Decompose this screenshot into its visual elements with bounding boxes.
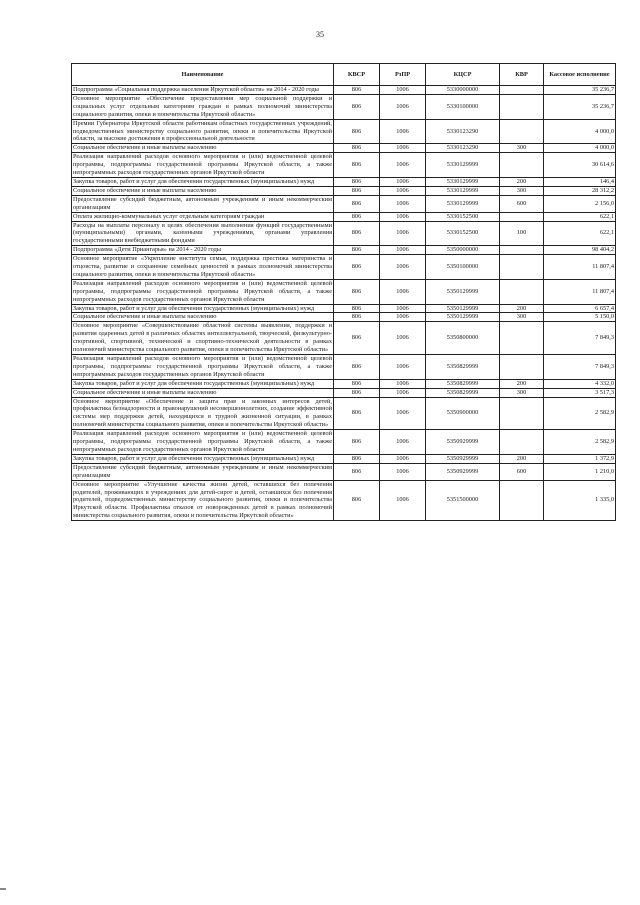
cell-kcsr: 5350929999 <box>426 430 500 455</box>
cell-amount: 7 849,3 <box>544 322 616 355</box>
cell-rzpr: 1006 <box>380 153 426 178</box>
cell-name: Социальное обеспечение и иные выплаты населению <box>72 186 334 195</box>
table-row <box>72 454 616 463</box>
cell-kvsr: 806 <box>334 86 380 95</box>
table-row <box>72 195 616 212</box>
cell-kvsr: 806 <box>334 94 380 119</box>
table-header-row <box>72 64 616 86</box>
cell-rzpr: 1006 <box>380 480 426 521</box>
cell-kvr <box>500 94 544 119</box>
cell-rzpr: 1006 <box>380 430 426 455</box>
cell-amount: 622,1 <box>544 221 616 246</box>
table-row <box>72 322 616 355</box>
cell-kcsr: 5350929999 <box>426 463 500 480</box>
cell-kvr <box>500 430 544 455</box>
cell-rzpr: 1006 <box>380 313 426 322</box>
cell-amount: 2 582,9 <box>544 430 616 455</box>
cell-name: Основное мероприятие «Совершенствование областной системы выявления, поддержки и развития одаренных детей в различных областях интеллектуальной, творческой, физкультурно-спортивной, спортивной, технической и спортивно-технической деятельности в рамках полномочий министерства социального развития, опеки и попечительства Иркутской области» <box>73 322 332 354</box>
cell-rzpr: 1006 <box>380 279 426 304</box>
cell-kcsr: 5330129999 <box>426 195 500 212</box>
cell-kcsr: 5350829999 <box>426 379 500 388</box>
cell-amount: 2 582,9 <box>544 397 616 430</box>
cell-name: Социальное обеспечение и иные выплаты населению <box>72 144 334 153</box>
cell-amount: 4 000,0 <box>544 144 616 153</box>
cell-rzpr: 1006 <box>380 221 426 246</box>
cell-name: Реализация направлений расходов основного мероприятия и (или) ведомственной целевой программы, подпрограммы государственной программы Иркутской области, а также непрограммных расходов государственных органов Иркутской области <box>73 355 332 378</box>
cell-rzpr: 1006 <box>380 397 426 430</box>
cell-kcsr: 5351500000 <box>426 480 500 521</box>
cell-kcsr: 5330129999 <box>426 153 500 178</box>
cell-kvsr: 806 <box>334 463 380 480</box>
cell-name: Реализация направлений расходов основного мероприятия и (или) ведомственной целевой программы, подпрограммы государственной программы Иркутской области, а также непрограммных расходов государственных органов Иркутской области <box>73 430 332 453</box>
table-row <box>72 186 616 195</box>
page-number: 35 <box>316 30 324 39</box>
cell-rzpr: 1006 <box>380 463 426 480</box>
cell-kcsr: 5330000000 <box>426 86 500 95</box>
cell-rzpr: 1006 <box>380 177 426 186</box>
cell-amount: 7 849,3 <box>544 355 616 380</box>
scan-edge-mark <box>0 888 6 890</box>
cell-name: Основное мероприятие «Улучшение качества жизни детей, оставшихся без попечения родителей, проживающих в учреждениях для детей-сирот и детей, оставшихся без попечения родителей, подведомственных министерству социального развития, опеки и попечительства Иркутской области. Профилактика отказов от новорожденных детей в рамках полномочий министерства социального развития, опеки и попечительства Иркутской области» <box>73 480 332 520</box>
cell-rzpr: 1006 <box>380 86 426 95</box>
table-row <box>72 119 616 144</box>
cell-name: Предоставление субсидий бюджетным, автономным учреждениям и иным некоммерческим организациям <box>73 195 332 211</box>
cell-name: Основное мероприятие «Обеспечение предоставления мер социальной поддержки и социальных услуг отдельным категориям граждан в рамках полномочий министерства социального развития, опеки и попечительства Иркутской области» <box>73 94 332 118</box>
cell-kcsr: 5350129999 <box>426 279 500 304</box>
cell-kvr: 600 <box>500 463 544 480</box>
cell-kvsr: 806 <box>334 397 380 430</box>
cell-name: Премии Губернатора Иркутской области работникам областных государственных учреждений, подведомственных министерству социального развития, опеки и попечительства Иркутской области, за высокие достижения в профессиональной деятельности <box>73 119 332 143</box>
cell-rzpr: 1006 <box>380 322 426 355</box>
cell-kvsr: 806 <box>334 454 380 463</box>
cell-name: Реализация направлений расходов основного мероприятия и (или) ведомственной целевой программы, подпрограммы государственной программы Иркутской области, а также непрограммных расходов государственных органов Иркутской области <box>73 279 332 303</box>
table-row <box>72 388 616 397</box>
cell-kcsr: 5330152500 <box>426 212 500 221</box>
cell-amount: 1 210,0 <box>544 463 616 480</box>
header-amount: Кассовое исполнение <box>544 64 616 86</box>
cell-kvr: 300 <box>500 313 544 322</box>
cell-kvsr: 806 <box>334 388 380 397</box>
table-row <box>72 430 616 455</box>
cell-kvr <box>500 212 544 221</box>
cell-kvr: 200 <box>500 379 544 388</box>
cell-rzpr: 1006 <box>380 186 426 195</box>
table-row <box>72 255 616 280</box>
cell-amount: 1 372,9 <box>544 454 616 463</box>
cell-rzpr: 1006 <box>380 255 426 280</box>
cell-kvr <box>500 322 544 355</box>
cell-name: Реализация направлений расходов основного мероприятия и (или) ведомственной целевой программы, подпрограммы государственной программы Иркутской области, а также непрограммных расходов государственных органов Иркутской области <box>73 153 332 177</box>
cell-rzpr: 1006 <box>380 355 426 380</box>
cell-amount: 6 657,4 <box>544 304 616 313</box>
cell-kcsr: 5330129999 <box>426 186 500 195</box>
cell-kvsr: 806 <box>334 212 380 221</box>
cell-kvsr: 806 <box>334 313 380 322</box>
cell-amount: 1 335,0 <box>544 480 616 521</box>
cell-kvsr: 806 <box>334 246 380 255</box>
cell-kvr: 600 <box>500 195 544 212</box>
cell-kvr: 200 <box>500 454 544 463</box>
table-row <box>72 246 616 255</box>
cell-kcsr: 5330100000 <box>426 94 500 119</box>
cell-amount: 146,4 <box>544 177 616 186</box>
cell-rzpr: 1006 <box>380 388 426 397</box>
cell-kvsr: 806 <box>334 279 380 304</box>
cell-name: Социальное обеспечение и иные выплаты населению <box>72 388 334 397</box>
table-row <box>72 313 616 322</box>
cell-kvsr: 806 <box>334 221 380 246</box>
table-row <box>72 355 616 380</box>
cell-kvr <box>500 246 544 255</box>
cell-kvsr: 806 <box>334 379 380 388</box>
cell-kvr <box>500 119 544 144</box>
cell-kcsr: 5350100000 <box>426 255 500 280</box>
cell-amount: 2 156,0 <box>544 195 616 212</box>
cell-amount: 30 614,6 <box>544 153 616 178</box>
cell-kcsr: 5330152500 <box>426 221 500 246</box>
cell-amount: 3 517,3 <box>544 388 616 397</box>
cell-name: Подпрограмма «Социальная поддержка населения Иркутской области» на 2014 - 2020 годы <box>72 86 334 95</box>
cell-rzpr: 1006 <box>380 144 426 153</box>
cell-kvsr: 806 <box>334 119 380 144</box>
table-row <box>72 221 616 246</box>
header-kcsr: КЦСР <box>426 64 500 86</box>
cell-amount: 5 150,0 <box>544 313 616 322</box>
cell-kvr: 100 <box>500 221 544 246</box>
cell-kvsr: 806 <box>334 304 380 313</box>
cell-kvr <box>500 86 544 95</box>
cell-kcsr: 5330123290 <box>426 119 500 144</box>
cell-kvsr: 806 <box>334 355 380 380</box>
cell-kcsr: 5350129999 <box>426 304 500 313</box>
cell-kvr: 200 <box>500 177 544 186</box>
cell-kvr <box>500 355 544 380</box>
table-row <box>72 279 616 304</box>
cell-kvr <box>500 480 544 521</box>
table-row <box>72 153 616 178</box>
cell-amount: 35 236,7 <box>544 94 616 119</box>
cell-name: Основное мероприятие «Укрепление института семьи, поддержка престижа материнства и отцовства, развитие и сохранение семейных ценностей в рамках полномочий министерства социального развития, опеки и попечительства Иркутской области» <box>73 255 332 278</box>
cell-amount: 35 236,7 <box>544 86 616 95</box>
cell-kcsr: 5350900000 <box>426 397 500 430</box>
cell-amount: 4 000,0 <box>544 119 616 144</box>
cell-rzpr: 1006 <box>380 379 426 388</box>
table-row <box>72 94 616 119</box>
table-row <box>72 480 616 521</box>
table-row <box>72 304 616 313</box>
cell-kcsr: 5330129999 <box>426 177 500 186</box>
cell-kvr <box>500 153 544 178</box>
cell-amount: 28 312,2 <box>544 186 616 195</box>
cell-kvr: 300 <box>500 388 544 397</box>
cell-amount: 622,1 <box>544 212 616 221</box>
cell-kvsr: 806 <box>334 186 380 195</box>
cell-kvr: 300 <box>500 144 544 153</box>
cell-rzpr: 1006 <box>380 304 426 313</box>
header-name: Наименование <box>72 64 334 86</box>
table-row <box>72 212 616 221</box>
cell-name: Расходы на выплаты персоналу в целях обеспечения выполнения функций государственными (муниципальными) органами, казенными учреждениями, органами управления государственными внебюджетными фондами <box>73 221 332 245</box>
cell-name: Предоставление субсидий бюджетным, автономным учреждениям и иным некоммерческим организациям <box>73 463 332 479</box>
cell-name: Закупка товаров, работ и услуг для обеспечения государственных (муниципальных) нужд <box>72 177 334 186</box>
cell-kvr <box>500 255 544 280</box>
table-row <box>72 144 616 153</box>
cell-amount: 11 807,4 <box>544 279 616 304</box>
budget-table <box>71 63 616 521</box>
cell-amount: 98 404,2 <box>544 246 616 255</box>
cell-rzpr: 1006 <box>380 212 426 221</box>
cell-kvr: 300 <box>500 186 544 195</box>
header-rzpr: РзПР <box>380 64 426 86</box>
cell-kvsr: 806 <box>334 144 380 153</box>
cell-name: Закупка товаров, работ и услуг для обеспечения государственных (муниципальных) нужд <box>72 454 334 463</box>
table-row <box>72 379 616 388</box>
cell-kcsr: 5350129999 <box>426 313 500 322</box>
cell-name: Закупка товаров, работ и услуг для обеспечения государственных (муниципальных) нужд <box>72 304 334 313</box>
cell-kvsr: 806 <box>334 195 380 212</box>
header-kvsr: КВСР <box>334 64 380 86</box>
cell-kvr <box>500 397 544 430</box>
cell-kvsr: 806 <box>334 480 380 521</box>
cell-kcsr: 5350929999 <box>426 454 500 463</box>
cell-amount: 11 807,4 <box>544 255 616 280</box>
cell-rzpr: 1006 <box>380 454 426 463</box>
cell-kvr: 200 <box>500 304 544 313</box>
table-row <box>72 397 616 430</box>
cell-kvsr: 806 <box>334 177 380 186</box>
table-row <box>72 86 616 95</box>
cell-name: Социальное обеспечение и иные выплаты населению <box>72 313 334 322</box>
cell-kvsr: 806 <box>334 322 380 355</box>
cell-rzpr: 1006 <box>380 119 426 144</box>
cell-kvsr: 806 <box>334 255 380 280</box>
cell-name: Оплата жилищно-коммунальных услуг отдельным категориям граждан <box>72 212 334 221</box>
cell-kcsr: 5350000000 <box>426 246 500 255</box>
cell-kcsr: 5350829999 <box>426 388 500 397</box>
cell-name: Подпрограмма «Дети Приангарья» на 2014 - 2020 годы <box>72 246 334 255</box>
cell-kcsr: 5350829999 <box>426 355 500 380</box>
cell-kvsr: 806 <box>334 153 380 178</box>
header-kvr: КВР <box>500 64 544 86</box>
cell-rzpr: 1006 <box>380 195 426 212</box>
cell-name: Основное мероприятие «Обеспечение и защита прав и законных интересов детей, профилактика безнадзорности и правонарушений несовершеннолетних, создание эффективной системы мер поддержки детей, находящихся в трудной жизненной ситуации, в рамках полномочий министерства социального развития, опеки и попечительства Иркутской области» <box>73 397 332 429</box>
cell-name: Закупка товаров, работ и услуг для обеспечения государственных (муниципальных) нужд <box>72 379 334 388</box>
table-row <box>72 177 616 186</box>
cell-kvr <box>500 279 544 304</box>
table-row <box>72 463 616 480</box>
cell-rzpr: 1006 <box>380 246 426 255</box>
cell-amount: 4 332,0 <box>544 379 616 388</box>
cell-kvsr: 806 <box>334 430 380 455</box>
cell-rzpr: 1006 <box>380 94 426 119</box>
cell-kcsr: 5330123290 <box>426 144 500 153</box>
cell-kcsr: 5350800000 <box>426 322 500 355</box>
